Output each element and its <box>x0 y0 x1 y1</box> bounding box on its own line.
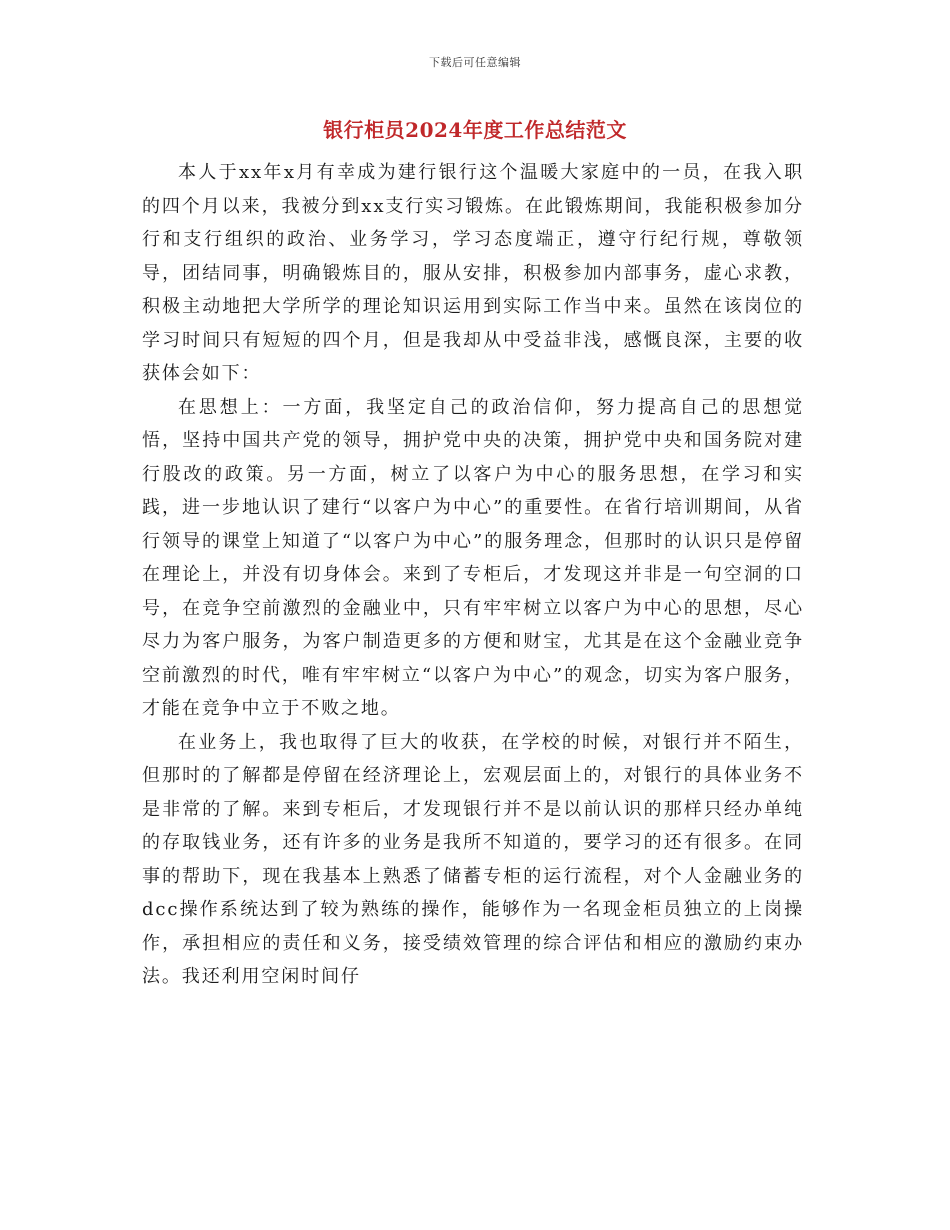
document-body <box>142 156 804 994</box>
paragraph-business: 在业务上，我也取得了巨大的收获，在学校的时候，对银行并不陌生，但那时的了解都是停留在经济理论上，宏观层面上的，对银行的具体业务不是非常的了解。来到专柜后，才发现银行并不是以前认识的那样只经办单纯的存取钱业务，还有许多的业务是我所不知道的，要学习的还有很多。在同事的帮助下，现在我基本上熟悉了储蓄专柜的运行流程，对个人金融业务的dcc操作系统达到了较为熟练的操作，能够作为一名现金柜员独立的上岗操作，承担相应的责任和义务，接受绩效管理的综合评估和相应的激励约束办法。我还利用空闲时间仔 <box>142 731 804 987</box>
paragraph-intro: 本人于xx年x月有幸成为建行银行这个温暖大家庭中的一员，在我入职的四个月以来，我被分到xx支行实习锻炼。在此锻炼期间，我能积极参加分行和支行组织的政治、业务学习，学习态度端正，遵守行纪行规，尊敬领导，团结同事，明确锻炼目的，服从安排，积极参加内部事务，虚心求教，积极主动地把大学所学的理论知识运用到实际工作当中来。虽然在该岗位的学习时间只有短短的四个月，但是我却从中受益非浅，感慨良深，主要的收获体会如下： <box>142 162 804 384</box>
paragraph-ideology: 在思想上：一方面，我坚定自己的政治信仰，努力提高自己的思想觉悟，坚持中国共产党的领导，拥护党中央的决策，拥护党中央和国务院对建行股改的政策。另一方面，树立了以客户为中心的服务思想，在学习和实践，进一步地认识了建行“以客户为中心”的重要性。在省行培训期间，从省行领导的课堂上知道了“以客户为中心”的服务理念，但那时的认识只是停留在理论上，并没有切身体会。来到了专柜后，才发现这并非是一句空洞的口号，在竞争空前激烈的金融业中，只有牢牢树立以客户为中心的思想，尽心尽力为客户服务，为客户制造更多的方便和财宝，尤其是在这个金融业竞争空前激烈的时代，唯有牢牢树立“以客户为中心”的观念，切实为客户服务，才能在竞争中立于不败之地。 <box>142 396 804 719</box>
document-title: 银行柜员2024年度工作总结范文 <box>323 118 627 142</box>
page-header-note: 下载后可任意编辑 <box>429 56 521 69</box>
